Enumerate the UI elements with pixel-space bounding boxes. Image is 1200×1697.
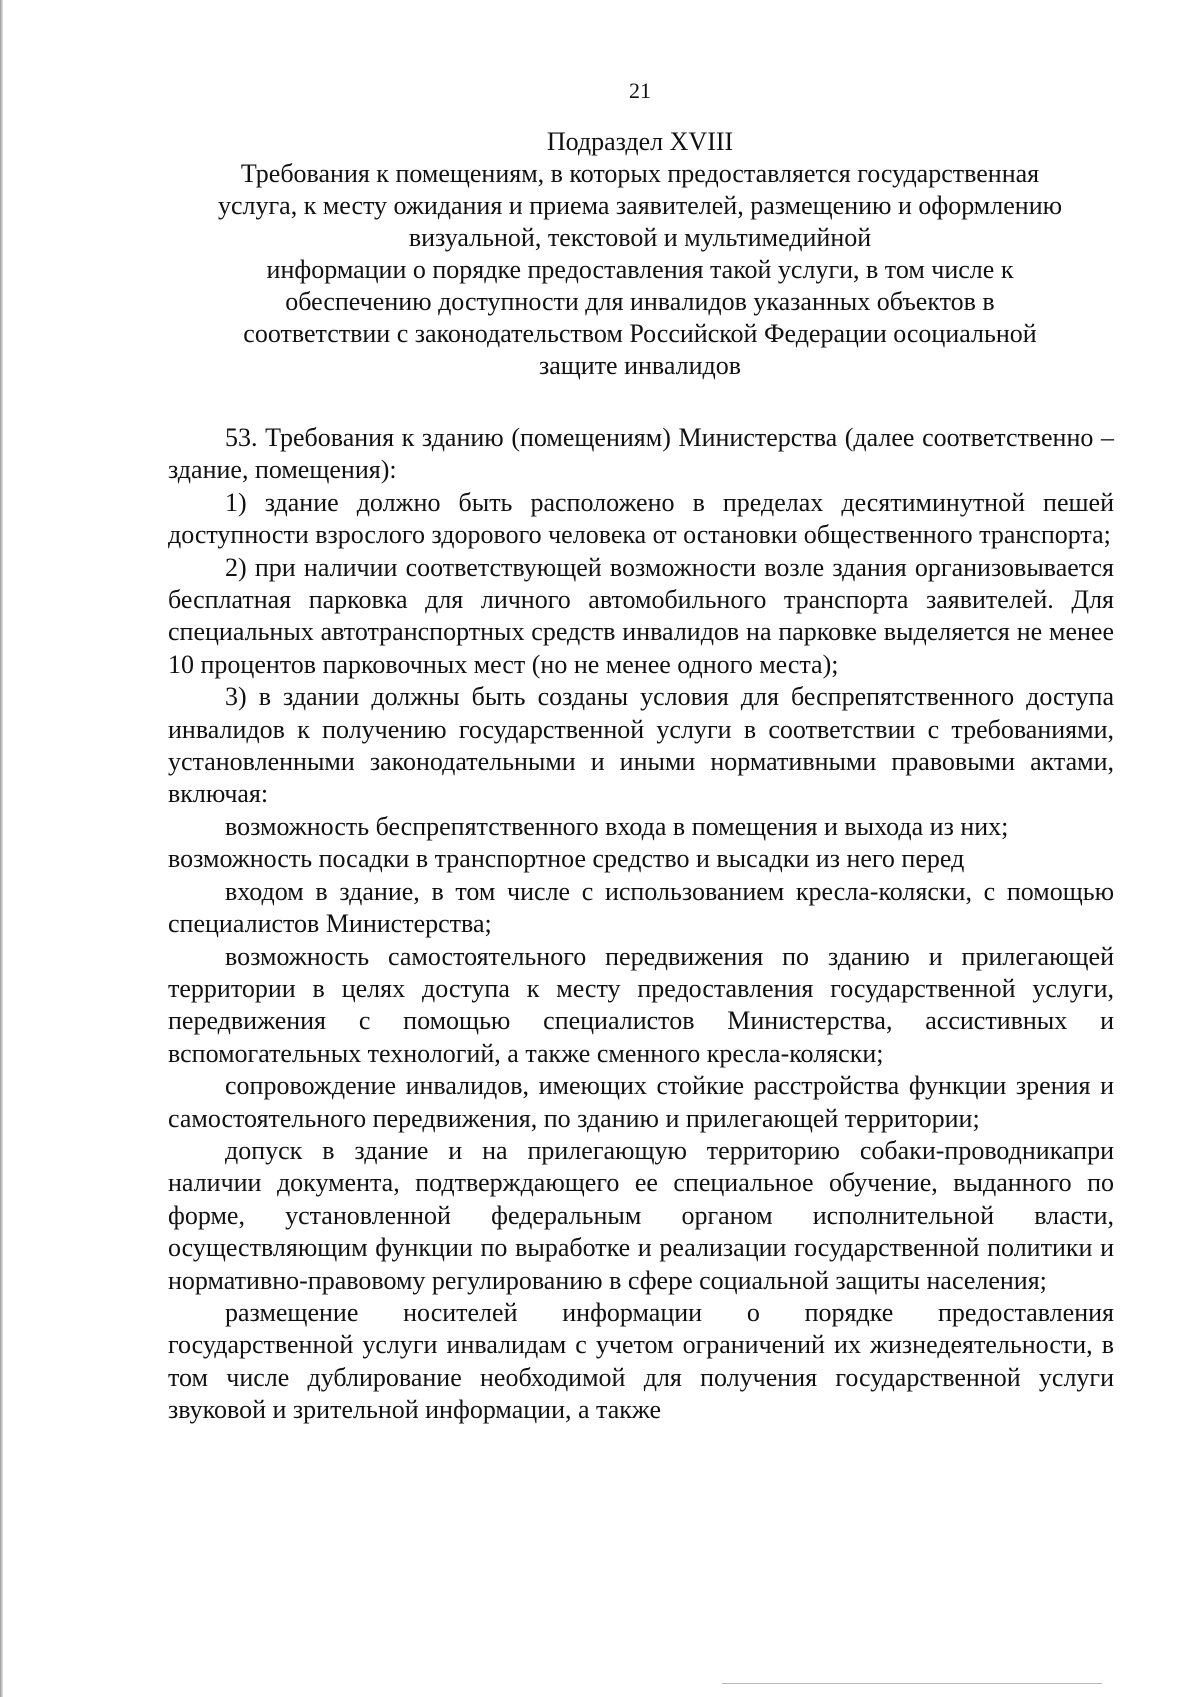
- page-number: 21: [629, 78, 651, 103]
- footer-rule: [722, 1683, 1102, 1684]
- heading-line: услуга, к месту ожидания и приема заявителей, размещению и оформлению: [217, 191, 1063, 220]
- subsection-title: Подраздел XVIII: [546, 127, 734, 156]
- list-item-2: 2) при наличии соответствующей возможности возле здания организовывается бесплатная парковка для личного автомобильного транспорта заявителей. Для специальных автотранспортных средств инвалидов на парковке выделяется не менее 10 процентов парковочных мест (но не менее одного места);: [168, 552, 1114, 679]
- body-text: [168, 422, 1114, 1427]
- heading-line: Требования к помещениям, в которых предоставляется государственная: [240, 159, 1040, 188]
- heading-line: обеспечению доступности для инвалидов указанных объектов в: [285, 287, 995, 316]
- paragraph: сопровождение инвалидов, имеющих стойкие расстройства функции зрения и самостоятельного передвижения, по зданию и прилегающей территории;: [168, 1071, 1114, 1133]
- heading-line: соответствии с законодательством Российской Федерации осоциальной: [243, 319, 1037, 348]
- section-heading: [150, 126, 1130, 382]
- list-item-3: 3) в здании должны быть созданы условия для беспрепятственного доступа инвалидов к получению государственной услуги в соответствии с требованиями, установленными законодательными и иными нормативными правовыми актами, включая:: [168, 682, 1114, 809]
- scan-edge: [0, 0, 3, 1697]
- paragraph: возможность посадки в транспортное средство и высадки из него перед: [168, 844, 965, 874]
- paragraph: возможность беспрепятственного входа в помещения и выхода из них;: [225, 811, 1009, 841]
- paragraph: возможность самостоятельного передвижения по зданию и прилегающей территории в целях доступа к месту предоставления государственной услуги, передвижения с помощью специалистов Министерства, ассистивных и вспомогательных технологий, а также сменного кресла-коляски;: [168, 941, 1114, 1068]
- heading-line: защите инвалидов: [538, 351, 742, 380]
- paragraph-53: 53. Требования к зданию (помещениям) Министерства (далее соответственно – здание, помещения):: [168, 423, 1114, 485]
- paragraph: входом в здание, в том числе с использованием кресла-коляски, с помощью специалистов Министерства;: [168, 876, 1114, 939]
- heading-line: информации о порядке предоставления такой услуги, в том числе к: [266, 255, 1014, 284]
- paragraph: допуск в здание и на прилегающую территорию собаки-проводникапри наличии документа, подтверждающего ее специальное обучение, выданного по форме, установленной федеральным органом исполнительной власти, осуществляющим функции по выработке и реализации государственной политики и нормативно-правовому регулированию в сфере социальной защиты населения;: [168, 1135, 1114, 1295]
- list-item-1: 1) здание должно быть расположено в пределах десятиминутной пешей доступности взрослого здорового человека от остановки общественного транспорта;: [168, 487, 1114, 550]
- paragraph: размещение носителей информации о порядке предоставления государственной услуги инвалидам с учетом ограничений их жизнедеятельности, в том числе дублирование необходимой для получения государственной услуги звуковой и зрительной информации, а также: [168, 1297, 1114, 1425]
- heading-line: визуальной, текстовой и мультимедийной: [408, 223, 872, 252]
